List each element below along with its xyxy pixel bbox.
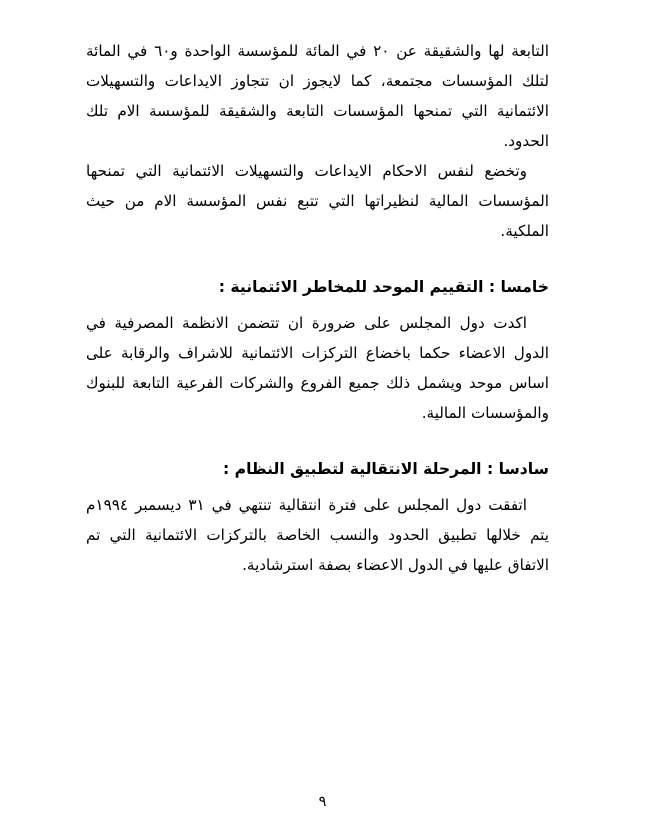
section-heading-five: خامسا : التقييم الموحد للمخاطر الائتمانية :	[218, 278, 549, 296]
paragraph-2: وتخضع لنفس الاحكام الايداعات والتسهيلات الائتمانية التي تمنحها المؤسسات المالية لنظيراتها التي تتبع نفس المؤسسة الام من حيث الملكية.	[86, 162, 549, 240]
paragraph-4: اتفقت دول المجلس على فترة انتقالية تنتهي في ٣١ ديسمبر ١٩٩٤م يتم خلالها تطبيق الحدود والنسب الخاصة بالتركزات الائتمانية التي تم الاتفاق عليها في الدول الاعضاء بصفة استرشادية.	[86, 496, 549, 574]
document-body	[86, 36, 549, 580]
paragraph-3: اكدت دول المجلس على ضرورة ان تتضمن الانظمة المصرفية في الدول الاعضاء حكما باخضاع التركزات الائتمانية للاشراف والرقابة على اساس موحد ويشمل ذلك جميع الفروع والشركات الفرعية التابعة للبنوك والمؤسسات المالية.	[86, 314, 549, 422]
section-heading-six: سادسا : المرحلة الانتقالية لتطبيق النظام :	[222, 460, 549, 478]
section-heading-six-wrapper	[86, 454, 549, 484]
paragraph-1: التابعة لها والشقيقة عن ٢٠ في المائة للمؤسسة الواحدة و٦٠ في المائة لتلك المؤسسات مجتمعة، كما لايجوز ان تتجاوز الايداعات والتسهيلات الائتمانية التي تمنحها المؤسسات التابعة والشقيقة للمؤسسة الام تلك الحدود.	[86, 42, 549, 150]
page-number: ٩	[318, 794, 327, 810]
section-heading-five-wrapper	[86, 272, 549, 302]
